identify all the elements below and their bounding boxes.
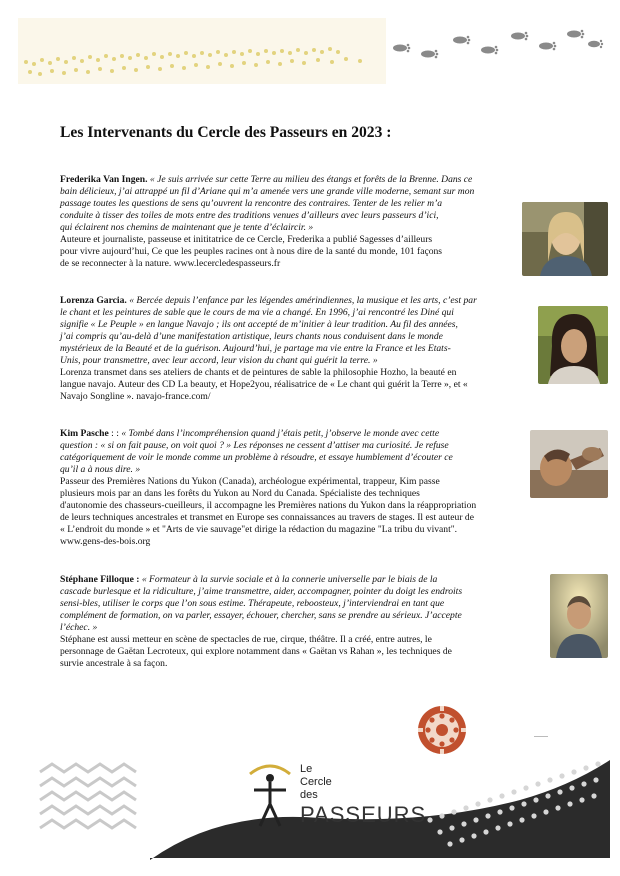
- speaker-name-suffix: : :: [108, 428, 119, 439]
- logo-line-2: Cercle: [300, 776, 332, 788]
- speaker-quote: « Tombé dans l’incompréhension quand j’étais petit, j’observe le monde avec cette question : « si on fait pause, on voit quoi ? » Les réponses ne cessent d’attiser ma curiosité. Je refuse catégoriquement de voir le monde comme un problème à résoudre, et essaye humblement d’écouter ce qu’il a à nous dire. »: [60, 428, 453, 475]
- speaker-kim: [60, 428, 560, 548]
- lorenza-photo: [538, 306, 608, 384]
- frederika-photo: [522, 202, 608, 276]
- logo-wordmark: [300, 763, 426, 826]
- logo-line-1: Le: [300, 763, 313, 775]
- sand-dots-decoration: [18, 18, 386, 84]
- speaker-name: Stéphane Filloque :: [60, 574, 140, 585]
- speaker-name: Lorenza Garcia.: [60, 295, 127, 306]
- speaker-quote: « Bercée depuis l’enfance par les légendes amérindiennes, la musique et les arts, c’est par le chant et les peintures de sable que le cours de ma vie a changé. En 1996, j’ai rencontré les Diné qui signifie « Le Peuple » en langue Navajo ; ils ont accepté de m’initier à leur tradition. Au fil des années, j’ai compris qu’au-delà d’une manifestation artistique, leurs chants nous conduisent dans le monde mystérieux de la Beauté et de la guérison. Aujourd’hui, je partage ma vie entre la France et les Etats- Unis, pour transmettre, avec leur accord, leur vision du chant qui guérit la terre. »: [60, 295, 477, 366]
- speaker-frederika: [60, 174, 560, 270]
- speaker-bio: Lorenza transmet dans ses ateliers de chants et de peintures de sable la philosophie Hozho, la beauté en langue navajo. Auteur des CD La beauty, et Hope2you, réalisatrice de « Le chant qui guérit la Terre », et « Navajo Songline ». navajo-france.com/: [60, 367, 468, 402]
- kim-photo: [530, 430, 608, 498]
- sun-emblem-icon: [416, 704, 468, 756]
- stephane-photo: [550, 574, 608, 658]
- speaker-bio: Stéphane est aussi metteur en scène de spectacles de rue, cirque, théâtre. Il a créé, entre autres, le personnage de Gaëtan Lecroteux, qui explore notamment dans « Gaëtan vs Rahan », les techniques de survie ancestrale à sa façon.: [60, 634, 452, 669]
- logo-line-3: des: [300, 789, 318, 801]
- speaker-stephane: [60, 574, 560, 670]
- page-title: Les Intervenants du Cercle des Passeurs en 2023 :: [60, 124, 392, 141]
- speaker-bio: Passeur des Premières Nations du Yukon (Canada), archéologue expérimental, trappeur, Kim passe plusieurs mois par an dans les forêts du Yukon au Nord du Canada. Spécialiste des techniques d'autonomie des chasseurs-cueilleurs, il accompagne les Premières nations du Yukon dans la réappropriation de leurs techniques ancestrales et transmet en Europe ses connaissances au travers de stages. Il est auteur de « L’endroit du monde » et "Arts de vie sauvage"et dirige la rédaction du magazine "La tribu du vivant". www.gens-des-bois.org: [60, 476, 477, 547]
- speaker-quote: « Je suis arrivée sur cette Terre au milieu des étangs et forêts de la Brenne. Dans ce bain délicieux, j’ai attrappé un fil d’Ariane qui m’a amenée vers une grande ville moderne, semant sur mon passage toutes les questions de sens qu’ouvrent la rencontre des contraires. Tenter de les relier m’a conduite à tisser des toiles de mots entre des traditions venues d’ailleurs avec leurs passeurs d’ici, qui éclairent nos chemins de maintenant que je tente d’éclaircir. »: [60, 174, 475, 233]
- footprints-icon: [388, 24, 608, 64]
- speaker-name: Frederika Van Ingen.: [60, 174, 148, 185]
- speaker-bio: Auteure et journaliste, passeuse et inititatrice de ce Cercle, Frederika a publié Sagesses d’ailleurs pour vivre aujourd’hui, Ce que les peuples racines ont à nous dire de la santé du monde, 101 façons de se reconnecter à la nature. www.lecercledespasseurs.fr: [60, 234, 443, 269]
- logo-line-4: PASSEURS: [300, 802, 427, 827]
- speaker-quote: « Formateur à la survie sociale et à la connerie universelle par le biais de la cascade burlesque et la ridiculture, j’aime transmettre, aider, accompagner, pointer du doigt les endroits sensi-bles, utiliser le corps que l’on sous estime. Thérapeute, reboosteux, j’interviendrai en tant que complément de formation, on va parler, essayer, échouer, chercher, sans se prendre au sérieux. J’accepte l’échec. »: [60, 574, 463, 633]
- speaker-name: Kim Pasche: [60, 428, 109, 439]
- speaker-lorenza: [60, 295, 560, 403]
- passeur-figure-icon: [244, 760, 296, 830]
